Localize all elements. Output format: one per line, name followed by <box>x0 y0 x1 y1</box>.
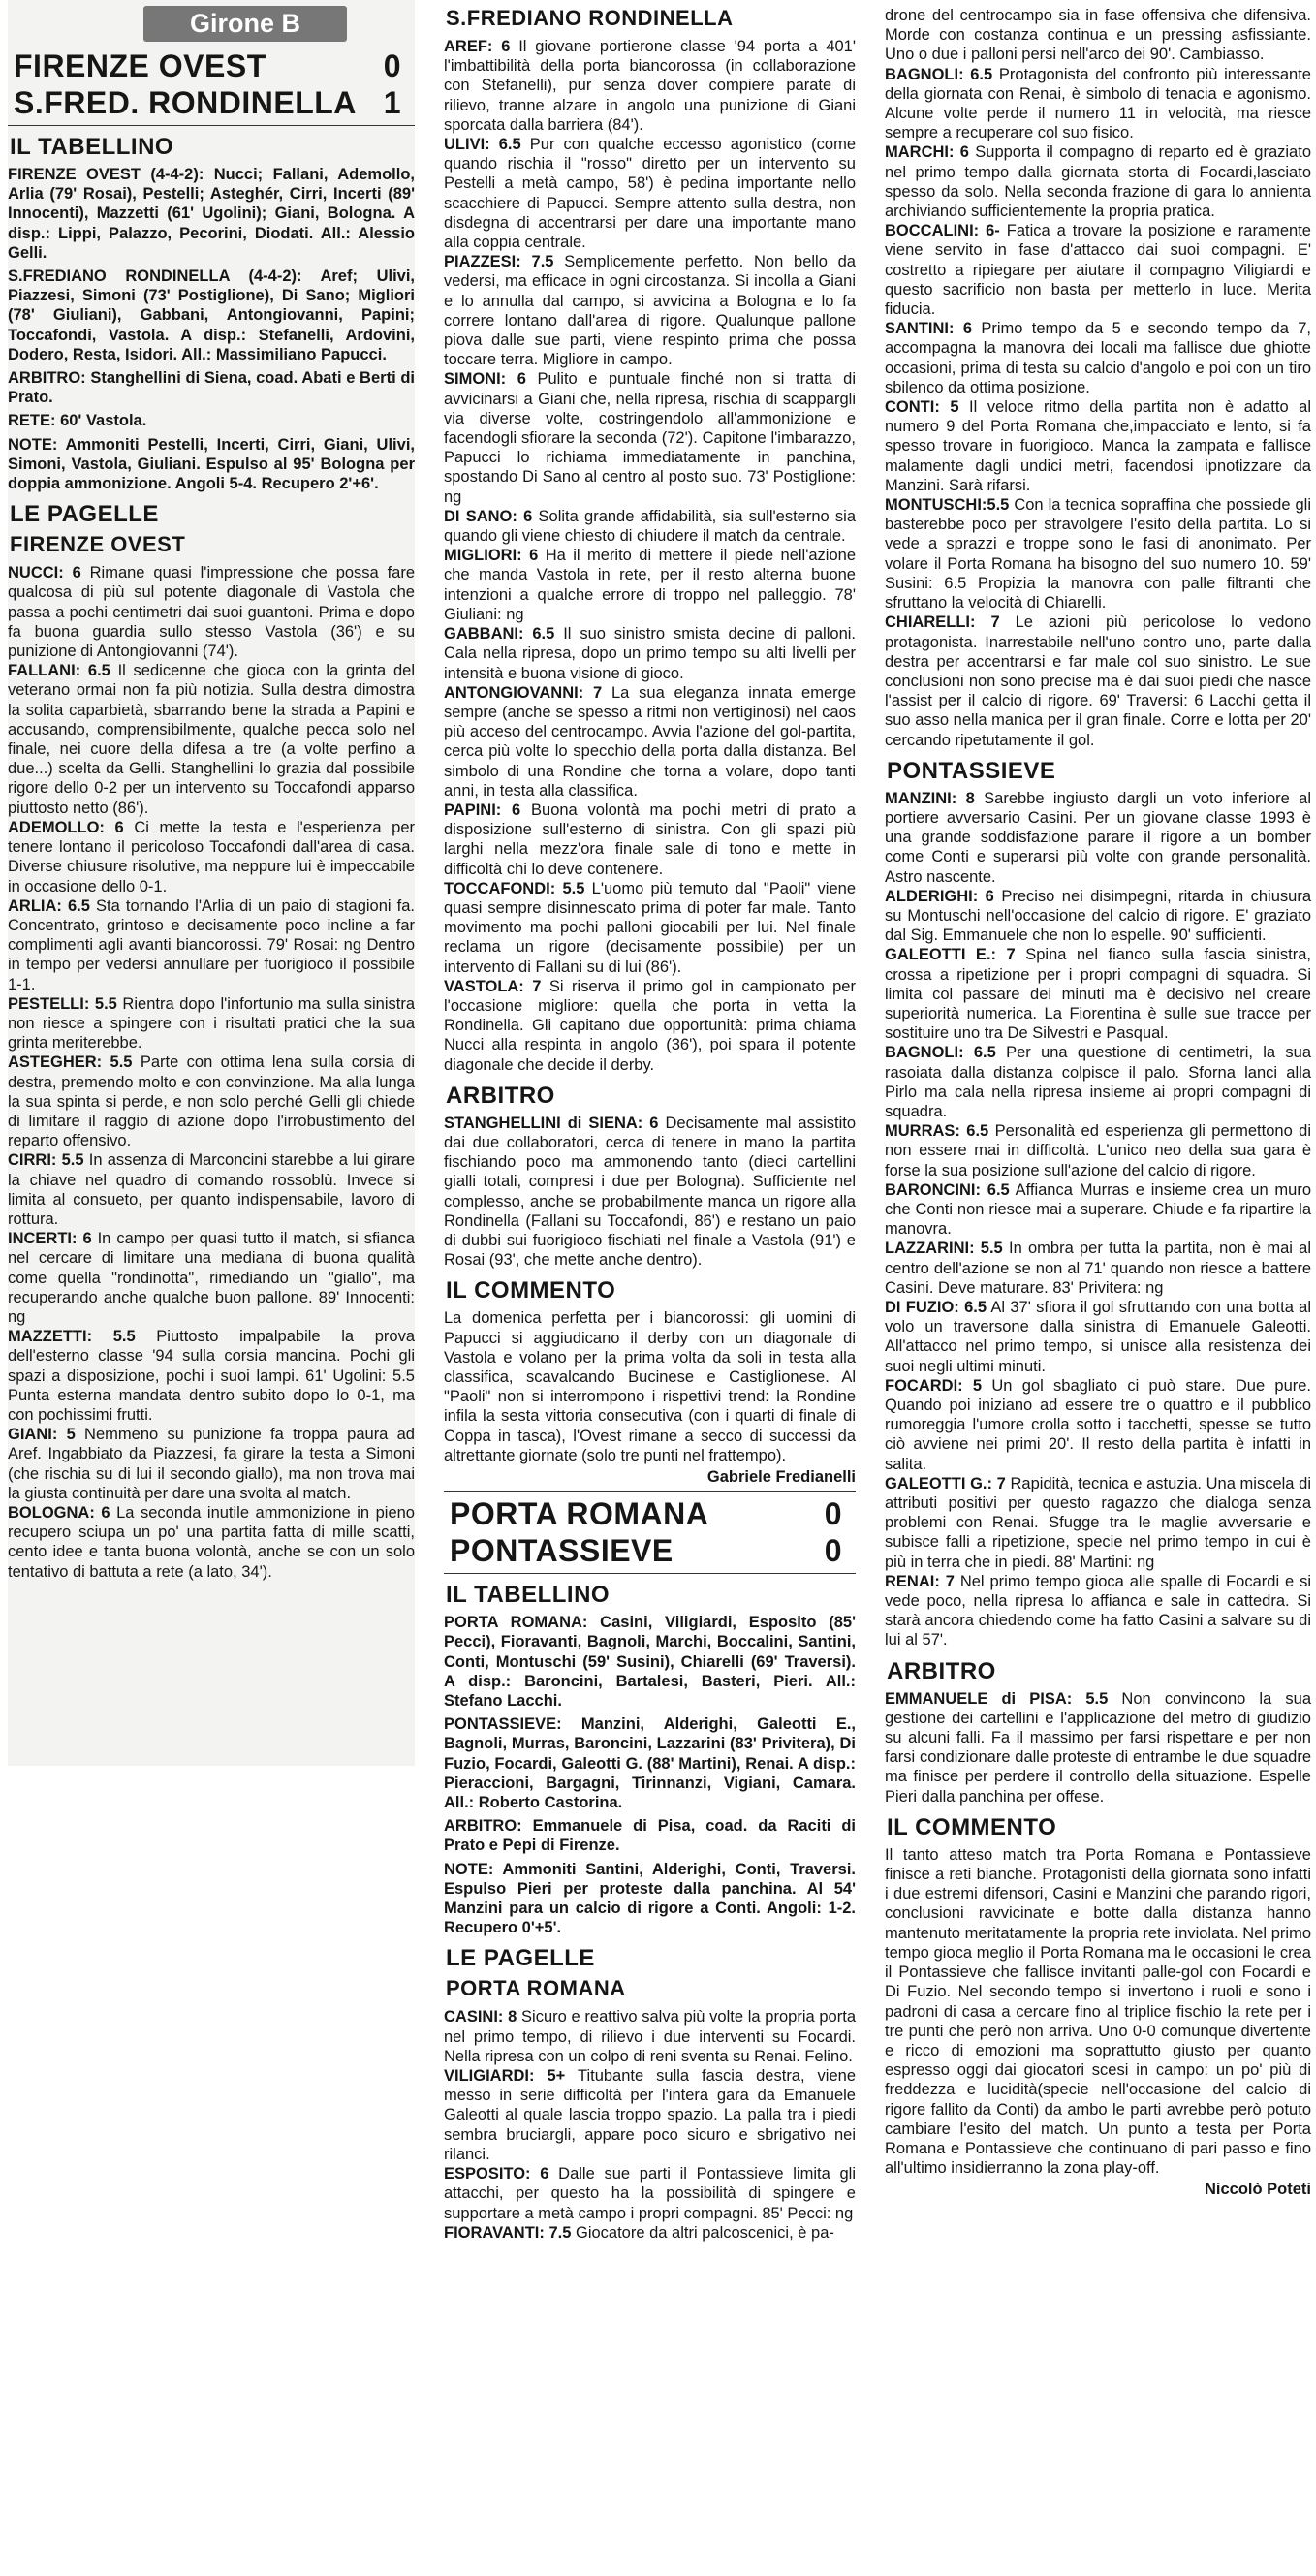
rating-paragraph: VILIGIARDI: 5+ Titubante sulla fascia destra, viene messo in serie difficoltà per l'intera gara da Emanuele Galeotti al quale lascia troppo spazio. La palla tra i piedi sembra bruciargli, appare poco sicuro e sbrigativo nei rilanci. <box>444 2067 856 2163</box>
column-left <box>8 0 415 1766</box>
rating-paragraph: PAPINI: 6 Buona volontà ma pochi metri di prato a disposizione sull'esterno di sinistra. Con gli spazi più larghi nella mezz'ora finale sale di tono e mette in difficoltà chi lo deve contenere. <box>444 801 856 878</box>
commento-heading: IL COMMENTO <box>887 1813 1057 1840</box>
divider <box>444 1491 856 1492</box>
rating-paragraph: GIANI: 5 Nemmeno su punizione fa troppa paura ad Aref. Ingabbiato da Piazzesi, fa girare la testa a Simoni (che rischia su di lui il secondo giallo), ma non trova mai la giusta continuità per dare una svolta al match. <box>8 1426 415 1502</box>
divider <box>444 1573 856 1574</box>
rating-paragraph: GALEOTTI G.: 7 Rapidità, tecnica e astuzia. Una miscela di attributi positivi per questo ragazzo che dialoga senza problemi con Renai. Sfugge tra le maglie avversarie e subisce falli a ripetizione, specie nel primo tempo in cui è più in terra che in piedi. 88' Martini: ng <box>885 1474 1311 1571</box>
rating-paragraph: FALLANI: 6.5 Il sedicenne che gioca con la grinta del veterano ormai non fa più notizia. Sulla destra dimostra la solita caparbietà, sbarrando bene la strada a Papini e accusando, comprensibilmente, qualche pecca solo nel finale, nei cuore della difesa a tre (a volte perfino a due...) scelta da Gelli. Stanghellini lo grazia dal possibile rigore dello 0-2 per un intervento su Toccafondi apparso piuttosto netto (86'). <box>8 662 415 817</box>
rating-paragraph: CIRRI: 5.5 In assenza di Marconcini starebbe a lui girare la chiave nel quadro di comando rossoblù. Invece si limita al consueto, per quanto indispensabile, lavoro di rottura. <box>8 1151 415 1228</box>
arbitro-heading: ARBITRO <box>446 1082 555 1109</box>
rating-paragraph: ESPOSITO: 6 Dalle sue parti il Pontassieve limita gli attacchi, per questo ha la possibilità di spingere e supportare a metà campo i propri compagni. 85' Pecci: ng <box>444 2165 857 2222</box>
rating-paragraph: GALEOTTI E.: 7 Spina nel fianco sulla fascia sinistra, crossa a ripetizione per i propri compagni di squadra. Si limita col passare dei minuti ma è decisivo nel creare superiorità numerica. La Fiorentina è sulle sue tracce per sostituire uno tra De Silvestri e Pasqual. <box>885 946 1311 1043</box>
rating-paragraph: ASTEGHER: 5.5 Parte con ottima lena sulla corsia di destra, premendo molto e con convinzione. Ma alla lunga la sua spinta si perde, e non solo perché Gelli gli chiede di limitare il raggio di azione dopo l'irrobustimento del reparto offensivo. <box>8 1053 415 1150</box>
rating-paragraph: SIMONI: 6 Pulito e puntuale finché non si tratta di avvicinarsi a Giani che, nella ripresa, rischia di scappargli via diverse volte, costringendolo all'ammonizione e facendogli sfiorare la seconda (72'). Capitone l'imbarazzo, Papucci lo richiama immediatamente in panchina, spostando Di Sano al centro al posto suo. 73' Postiglione: ng <box>444 370 856 506</box>
rating-paragraph: BOCCALINI: 6- Fatica a trovare la posizione e raramente viene servito in fase d'attacco dai suoi compagni. E' costretto a ripiegare per aiutare il compagno Viligiardi e questo sacrificio non basta per metterlo in luce. Merita fiducia. <box>885 222 1311 319</box>
team-heading: PONTASSIEVE <box>887 757 1056 784</box>
rating-paragraph: MONTUSCHI:5.5 Con la tecnica sopraffina che possiede gli basterebbe poco per stravolgere l'esito della partita. Lo si vede a sprazzi e troppe sono le fasi di anonimato. Per volare il Porta Romana ha bisogno del suo numero 10. 59' Susini: 6.5 Propizia la manovra con palle filtranti che sfruttano la velocità di Chiarelli. <box>885 496 1311 613</box>
rating-paragraph: FOCARDI: 5 Un gol sbagliato ci può stare. Due pure. Quando poi iniziano ad essere tre o quattro e il pubblico rumoreggia l'umore crolla sotto i tacchetti, spesse se tutto ciò avviene nei primi 20'. Il resto della partita è infatti in salita. <box>885 1376 1312 1473</box>
rating-paragraph: MIGLIORI: 6 Ha il merito di mettere il piede nell'azione che manda Vastola in rete, per il resto alterna buone intenzioni a qualche errore di troppo nel palleggio. 78' Giuliani: ng <box>444 547 856 623</box>
rating-paragraph: ULIVI: 6.5 Pur con qualche eccesso agonistico (come quando rischia il "rosso" diretto per un intervento su Pestelli a metà campo, 58') è pedina importante nello scacchiere di Papucci. Sempre attento sulla destra, non disdegna di accentrarsi per dare una importante mano alla coppia centrale. <box>444 136 856 252</box>
match-comment: La domenica perfetta per i biancorossi: gli uomini di Papucci si aggiudicano il derby con un diagonale di Vastola e volano per la prima volta da soli in testa alla classifica, scavalcando Bucinese e Castiglionese. Al "Paoli" non si interrompono i rispettivi trend: la Rondine infila la sesta vittoria consecutiva (con i quarti di finale di Coppa in tasca), l'Ovest rimane a secco di successi da altrettante giornate (solo tre punti nel frattempo). <box>444 1309 856 1464</box>
tabellino-heading: IL TABELLINO <box>446 1582 611 1609</box>
commento-heading: IL COMMENTO <box>446 1277 616 1304</box>
away-score: 1 <box>383 85 401 120</box>
rating-paragraph: ALDERIGHI: 6 Preciso nei disimpegni, ritarda in chiusura su Montuschi nell'occasione del calcio di rigore. E' graziato dal Sig. Emmanuele che non lo espelle. 90' sufficienti. <box>885 887 1311 945</box>
rating-paragraph: BARONCINI: 6.5 Affianca Murras e insieme crea un muro che Conti non riesce mai a superare. Chiude e fa ripartire la manovra. <box>885 1180 1311 1239</box>
tabellino-heading: IL TABELLINO <box>10 134 174 160</box>
team-heading: FIRENZE OVEST <box>10 532 186 557</box>
rating-paragraph: drone del centrocampo sia in fase offensiva che difensiva. Morde con costanza continua e un pressing asfissiante. Uno o due i palloni persi nell'arco dei 90'. Cambiasso. <box>885 7 1311 64</box>
referee-line: ARBITRO: Stanghellini di Siena, coad. Abati e Berti di Prato. <box>8 369 415 407</box>
pagelle-heading: LE PAGELLE <box>446 1945 595 1972</box>
referee-rating: EMMANUELE di PISA: 5.5 Non convincono la sua gestione dei cartellini e l'applicazione del metro di giudizio su alcuni falli. Fa il massimo per farsi rispettare e per non farsi condizionare dalle proteste di entrambe le due squadre ma finisce per perdere il controllo della situazione. Espelle Pieri dalla panchina per offese. <box>885 1689 1311 1806</box>
rating-paragraph: VASTOLA: 7 Si riserva il primo gol in campionato per l'occasione migliore: quella che porta in vetta la Rondinella. Gli capitano due opportunità: prima chiama Nucci alla respinta in angolo (36'), poi spara il potente diagonale che decide il derby. <box>444 977 856 1074</box>
lineup-away: PONTASSIEVE: Manzini, Alderighi, Galeotti E., Bagnoli, Murras, Baroncini, Lazzarini (83' Privitera), Di Fuzio, Focardi, Galeotti G. (88' Martini), Renai. A disp.: Pieraccioni, Bargagni, Tirinnanzi, Vigiani, Camara. All.: Roberto Castorina. <box>444 1715 856 1812</box>
author-signature: Niccolò Poteti <box>1204 2181 1311 2199</box>
rating-paragraph: BAGNOLI: 6.5 Per una questione di centimetri, la sua rasoiata dalla distanza colpisce il palo. Sforna lanci alla Pirlo ma cala nella ripresa insieme ai propri compagni di squadra. <box>885 1044 1311 1120</box>
rating-paragraph: MARCHI: 6 Supporta il compagno di reparto ed è graziato nel primo tempo dalla giornata storta di Focardi,lasciato spesso da solo. Nella seconda frazione di gara lo annienta archiviando sufficientemente la propria pratica. <box>885 143 1311 221</box>
rating-paragraph: PESTELLI: 5.5 Rientra dopo l'infortunio ma sulla sinistra non riesce a spingere con i risultati pratici che la sua grinta meriterebbe. <box>8 994 416 1052</box>
lineup-home: PORTA ROMANA: Casini, Viligiardi, Esposito (85' Pecci), Fioravanti, Bagnoli, Marchi, Boccalini, Santini, Conti, Montuschi (59' Susini), Chiarelli (69' Traversi). A disp.: Baroncini, Bartalesi, Basteri, Pieri. All.: Stefano Lacchi. <box>444 1614 856 1711</box>
notes-line: NOTE: Ammoniti Santini, Alderighi, Conti, Traversi. Espulso Pieri per proteste dalla panchina. Al 54' Manzini para un calcio di rigore a Conti. Angoli: 1-2. Recupero 0'+5'. <box>444 1860 856 1937</box>
rating-paragraph: BOLOGNA: 6 La seconda inutile ammonizione in pieno recupero sciupa un po' una partita fatta di mille scatti, cento idee e tanta buona volontà, anche se con un solo tentativo di battuta a rete (a lato, 34'). <box>8 1504 415 1581</box>
rating-paragraph: MURRAS: 6.5 Personalità ed esperienza gli permettono di non essere mai in difficoltà. L'unico neo della sua gara è forse la sua posizione sull'azione del calcio di rigore. <box>885 1122 1311 1179</box>
home-team: FIRENZE OVEST <box>14 48 266 83</box>
lineup-home: FIRENZE OVEST (4-4-2): Nucci; Fallani, Ademollo, Arlia (79' Rosai), Pestelli; Asteghér, Cirri, Incerti (89' Innocenti), Mazzetti (61' Ugolini); Giani, Bologna. A disp.: Lippi, Palazzo, Pecorini, Diodati. All.: Alessio Gelli. <box>8 166 415 262</box>
rating-paragraph: TOCCAFONDI: 5.5 L'uomo più temuto dal "Paoli" viene quasi sempre disinnescato prima di poter far male. Tanto movimento ma pochi palloni giocabili per lui. Nel finale reclama un rigore (decisamente possibile) per un intervento di Fallani su di lui (86'). <box>444 879 856 976</box>
rating-paragraph: BAGNOLI: 6.5 Protagonista del confronto più interessante della giornata con Renai, è simbolo di tenacia e agonismo. Alcune volte perde il numero 11 in velocità, ma riesce sempre a recuperare col suo fisico. <box>885 65 1311 142</box>
home-team: PORTA ROMANA <box>450 1496 709 1532</box>
rating-paragraph: CHIARELLI: 7 Le azioni più pericolose lo vedono protagonista. Inarrestabile nell'uno contro uno, parte dalla destra per accentrarsi e far male col suo sinistro. Le sue conclusioni non sono precise ma è dai suoi piedi che nasce l'assist per il calcio di rigore. 69' Traversi: 6 Lacchi getta il suo asso nella manica per il gran finale. Corre e lotta per 20' cercando ripetutamente il gol. <box>885 613 1312 749</box>
rating-paragraph: GABBANI: 6.5 Il suo sinistro smista decine di palloni. Cala nella ripresa, dopo un primo tempo su alti livelli per intensità e buona visione di gioco. <box>444 625 856 682</box>
rating-paragraph: MAZZETTI: 5.5 Piuttosto impalpabile la prova dell'esterno classe '94 sulla corsia mancina. Pochi gli spazi a disposizione, pochi i suoi lampi. 61' Ugolini: 5.5 Punta esterna mandata dentro subito dopo lo 0-1, ma con pochissimi frutti. <box>8 1328 415 1424</box>
scoreboard-portaromana-pontassieve <box>444 1495 856 1569</box>
girone-header: Girone B <box>143 6 347 42</box>
match-comment: Il tanto atteso match tra Porta Romana e Pontassieve finisce a reti bianche. Protagonisti della giornata sono infatti i due estremi difensori, Casini e Manzini che parando rigori, conclusioni ravvicinate e botte dalla distanza hanno mantenuto meritatamente la propria rete inviolata. Nel primo tempo gioca meglio il Porta Romana ma le occasioni le crea il Pontassieve che fallisce invitanti palle-gol con Focardi e Di Fuzio. Nel secondo tempo si invertono i ruoli e sono i padroni di casa a cercare fino al triplice fischio la rete per i tre punti che però non arriva. Uno 0-0 comunque divertente e ricco di emozioni ma soprattutto giusto per quanto espresso oggi dai giocatori scesi in campo: un po' più di freddezza e lucidità(specie nell'occasione del calcio di rigore fallito da Conti) da ambo le parti avrebbe però potuto cambiare l'esito del match. Un punto a testa per Porta Romana e Pontassieve che continuano di pari passo e fino all'ultimo insidierranno la zona play-off. <box>885 1845 1311 2178</box>
column-right <box>885 0 1311 2200</box>
rating-paragraph: ARLIA: 6.5 Sta tornando l'Arlia di un paio di stagioni fa. Concentrato, grintoso e decisamente poco incline a far complimenti agli avanti biancorossi. 79' Rosai: ng Dentro in tempo per vedersi annullare per fuorigioco il possibile 1-1. <box>8 896 416 993</box>
rating-paragraph: CASINI: 8 Sicuro e reattivo salva più volte la propria porta nel primo tempo, di rilievo i due interventi su Focardi. Nella ripresa con un colpo di reni sventa su Renai. Felino. <box>444 2008 856 2065</box>
rating-paragraph: DI FUZIO: 6.5 Al 37' sfiora il gol sfruttando con una botta al volo un traversone dalla sinistra di Emanuele Galeotti. All'attacco nel primo tempo, si unisce alla resistenza dei suoi negli ultimi minuti. <box>885 1299 1312 1375</box>
rating-paragraph: PIAZZESI: 7.5 Semplicemente perfetto. Non bello da vedersi, ma efficace in ogni circostanza. Si incolla a Giani e lo annulla dal campo, si avvicina a Bologna e lo fa correre lontano dall'area di rigore. Qualunque pallone piova dalle sue parti, viene respinto prima che possa toccare terra. Migliore in campo. <box>444 253 856 369</box>
scoreboard-firenze-rondinella <box>8 47 415 121</box>
column-middle <box>444 0 856 2243</box>
rating-paragraph: ADEMOLLO: 6 Ci mette la testa e l'esperienza per tenere lontano il pericoloso Toccafondi dall'area di casa. Diverse chiusure risolutive, ma neppure lui è impeccabile in occasione dello 0-1. <box>8 818 415 895</box>
lineup-away: S.FREDIANO RONDINELLA (4-4-2): Aref; Ulivi, Piazzesi, Simoni (73' Postiglione), Di Sano; Migliori (78' Giuliani), Gabbani, Antongiovanni, Papini; Toccafondi, Vastola. A disp.: Stefanelli, Ardovini, Dodero, Resta, Isidori. All.: Massimiliano Papucci. <box>8 267 415 363</box>
rating-paragraph: CONTI: 5 Il veloce ritmo della partita non è adatto al numero 9 del Porta Romana che,impacciato e lento, si fa spesso trovare in fuorigioco. Manca la zampata e fallisce malamente dagli undici metri, facendosi ipnotizzare da Manzini. Sarà rifarsi. <box>885 398 1311 494</box>
home-score: 0 <box>824 1496 842 1532</box>
team-heading: S.FREDIANO RONDINELLA <box>446 6 734 30</box>
rating-paragraph: AREF: 6 Il giovane portierone classe '94 porta a 401' l'imbattibilità della porta biancorossa (in collaborazione con Stefanelli), pur senza dover compiere parate di rilievo, tranne alzare in angolo una punizione di Giani sporcata dalla barriera (84'). <box>444 38 856 134</box>
goals-line: RETE: 60' Vastola. <box>8 412 147 430</box>
referee-line: ARBITRO: Emmanuele di Pisa, coad. da Raciti di Prato e Pepi di Firenze. <box>444 1817 856 1855</box>
rating-paragraph: SANTINI: 6 Primo tempo da 5 e secondo tempo da 7, accompagna la manovra dei locali ma fallisce due ghiotte occasioni, prima di testa su calcio d'angolo e poi con un tiro sbilenco da ottima posizione. <box>885 320 1312 396</box>
rating-paragraph: NUCCI: 6 Rimane quasi l'impressione che possa fare qualcosa di più sul potente diagonale di Vastola che passa a pochi centimetri dai suoi guantoni. Prima e dopo fa buona guardia sullo stesso Vastola (36') e su punizione di Antongiovanni (74'). <box>8 564 416 661</box>
rating-paragraph: DI SANO: 6 Solita grande affidabilità, sia sull'esterno sia quando gli viene chiesto di chiudere il match da centrale. <box>444 507 856 546</box>
rating-paragraph: RENAI: 7 Nel primo tempo gioca alle spalle di Focardi e si vede poco, nella ripresa lo affianca e sale in cattedra. Si starà ancora chiedendo come ha fatto Casini a salvare su di lui al 57'. <box>885 1572 1312 1649</box>
away-team: S.FRED. RONDINELLA <box>14 85 357 120</box>
divider <box>8 125 415 126</box>
rating-paragraph: MANZINI: 8 Sarebbe ingiusto dargli un voto inferiore al portiere avversario Casini. Per un giovane classe 1993 è una grande soddisfazione parare il rigore a un bomber come Conti e superarsi più volte con grande personalità. Astro nascente. <box>885 789 1311 886</box>
author-signature: Gabriele Fredianelli <box>706 1468 856 1487</box>
arbitro-heading: ARBITRO <box>887 1657 996 1684</box>
rating-paragraph: ANTONGIOVANNI: 7 La sua eleganza innata emerge sempre (anche se spesso a ritmi non vertiginosi) nel caos più acceso del centrocampo. Avvia l'azione del gol-partita, cerca più volte lo specchio della porta dalla distanza. Bel simbolo di una Rondine che torna a volare, dopo tanti anni, in testa alla classifica. <box>444 683 856 800</box>
rating-paragraph: FIORAVANTI: 7.5 Giocatore da altri palcoscenici, è pa- <box>444 2223 834 2242</box>
notes-line: NOTE: Ammoniti Pestelli, Incerti, Cirri, Giani, Ulivi, Simoni, Vastola, Giuliani. Espulso al 95' Bologna per doppia ammonizione. Angoli 5-4. Recupero 2'+6'. <box>8 435 415 493</box>
referee-rating: STANGHELLINI di SIENA: 6 Decisamente mal assistito dai due collaboratori, cerca di tenere in mano la partita fischiando poco ma ammonendo tanto (dieci cartellini gialli totali, compresi i due per Bologna). Sufficiente nel complesso, anche se probabilmente manca un rigore alla Rondinella (Fallani su Toccafondi, 86') e restano un paio di dubbi sui fuorigioco fischiati nel finale a Vastola (91') e Rosai (93', che mette anche dentro). <box>444 1114 856 1270</box>
team-heading: PORTA ROMANA <box>446 1976 626 2001</box>
away-score: 0 <box>824 1533 842 1569</box>
away-team: PONTASSIEVE <box>450 1533 674 1569</box>
pagelle-heading: LE PAGELLE <box>10 501 159 528</box>
rating-paragraph: LAZZARINI: 5.5 In ombra per tutta la partita, non è mai al centro dell'azione se non al 71' quando non riesce a battere Casini. Deve maturare. 83' Privitera: ng <box>885 1240 1312 1297</box>
home-score: 0 <box>383 48 401 83</box>
rating-paragraph: INCERTI: 6 In campo per quasi tutto il match, si sfianca nel cercare di limitare una mediana di buona qualità come quella "rondinotta", rimediando un "giallo", ma recuperando anche qualche buon pallone. 89' Innocenti: ng <box>8 1230 415 1326</box>
